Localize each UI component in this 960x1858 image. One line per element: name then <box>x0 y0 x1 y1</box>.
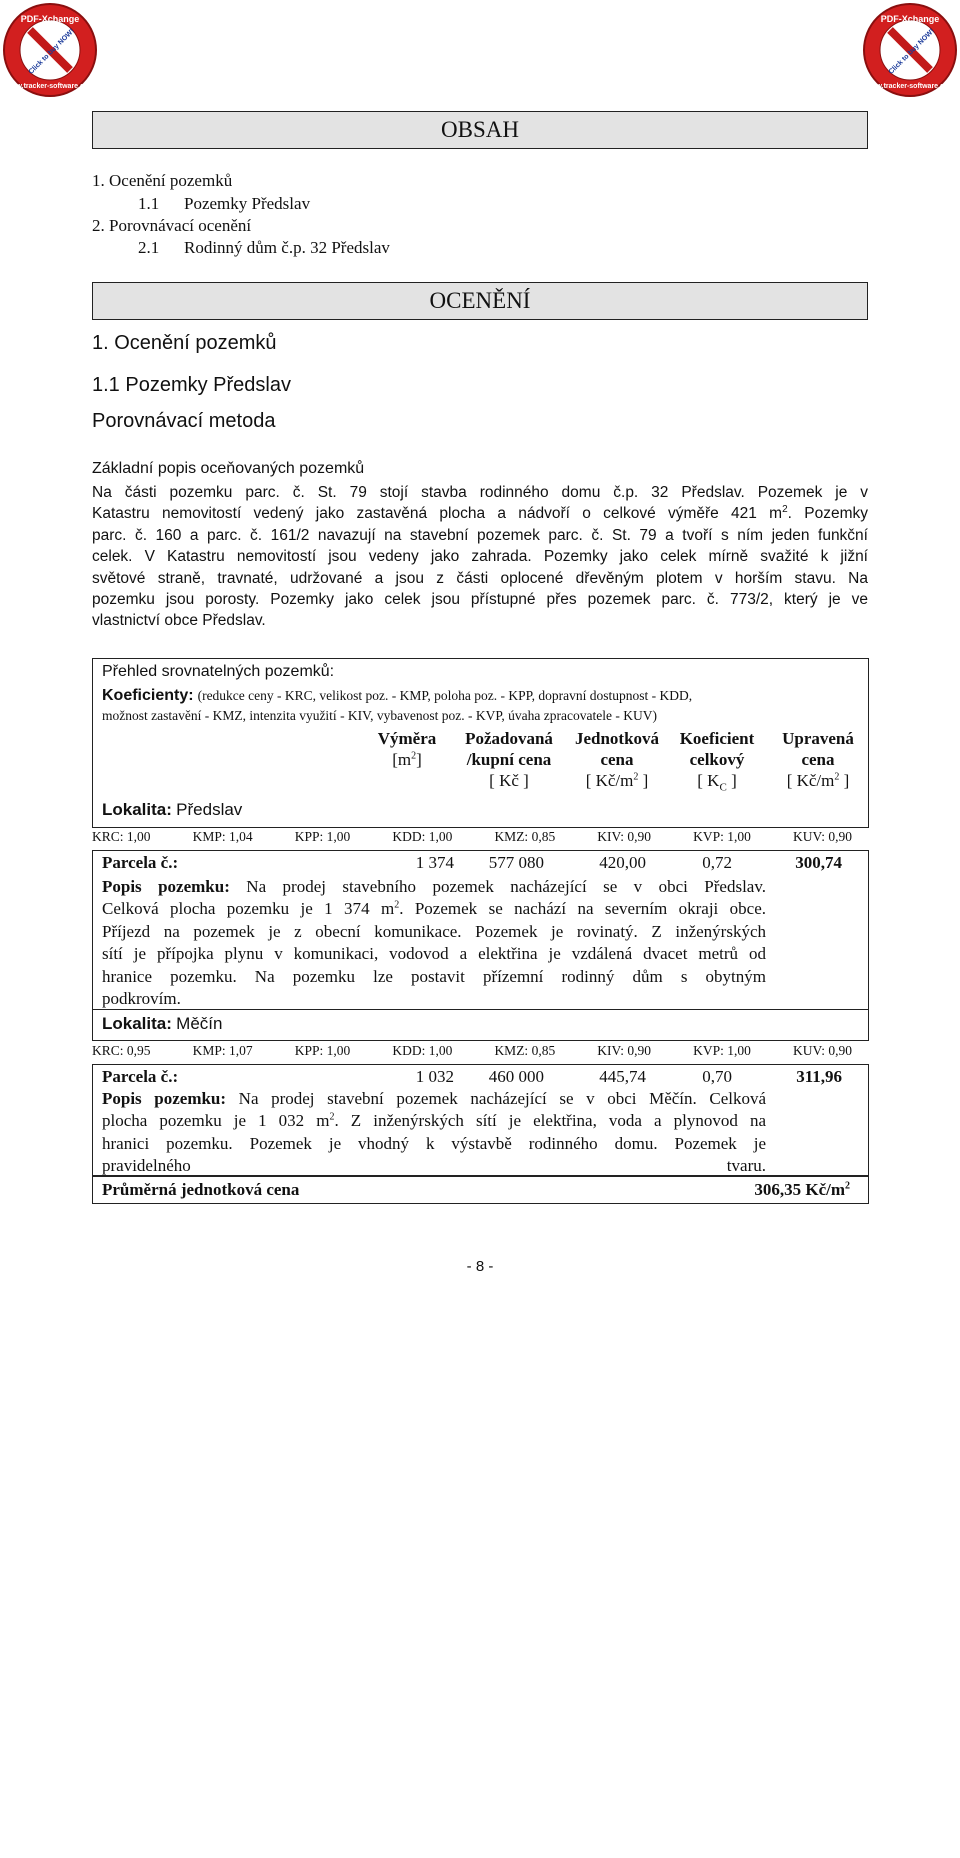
basic-line: světové straně, travnaté, udržované a jsou z části oplocené dřevěným plotem v horším stavu. Na <box>92 569 868 587</box>
watermark-url-right: www.tracker-software.com <box>865 83 955 90</box>
section-heading: OCENĚNÍ <box>92 282 868 320</box>
parcela-2-jednotkova: 445,74 <box>599 1067 646 1086</box>
parcela-1-description: Popis pozemku: Na prodej stavebního pozemek nacházející se v obci Předslav. Celková plocha pozemku je 1 374 $m^2$. Pozemek se nachází na severním okraji obce. Příjezd na pozemek je z obecní komunikace. Pozemek je rovinatý. Z inženýrských sítí je přípojka plynu v komunikaci, vodovod a elektřina je vzdálená dvacet metrů od hranice pozemku. Na pozemku lze postavit přízemní rodinný dům s obytným podkrovím. <box>102 877 767 1009</box>
parcela-1-label: Parcela č.: <box>102 853 179 872</box>
parcela-1-upravena: 300,74 <box>795 853 842 872</box>
header-pozadovana: Požadovaná /kupní cena [ Kč ] <box>465 729 553 790</box>
toc-item-1[interactable]: 1. Ocenění pozemků <box>92 171 233 190</box>
parcela-2-upravena: 311,96 <box>796 1067 842 1086</box>
basic-line: vlastnictví obce Předslav. <box>92 612 266 630</box>
parcela-2-vymera: 1 032 <box>415 1067 454 1086</box>
heading-1-1: 1.1 Pozemky Předslav <box>92 374 291 396</box>
pdf-xchange-watermark-right[interactable] <box>862 2 958 98</box>
parcela-2-koeficient: 0,70 <box>702 1067 732 1086</box>
heading-method: Porovnávací metoda <box>92 410 276 432</box>
watermark-cta: Click to buy NOW! <box>27 27 76 76</box>
koef-line-2: možnost zastavění - KMZ, intenzita využití - KIV, vybavenost poz. - KVP, úvaha zpracovatele - KUV) <box>102 708 657 723</box>
location-2-label: Lokalita: Měčín <box>102 1014 223 1033</box>
parcela-2-label: Parcela č.: <box>102 1067 179 1086</box>
parcela-1-cena: 577 080 <box>488 853 544 872</box>
basic-line: Na části pozemku parc. č. St. 79 stojí stavba rodinného domu č.p. 32 Předslav. Pozemek je v <box>92 484 868 501</box>
header-jednotkova: Jednotková cena [ $Kč/m^2$ ] <box>574 729 660 790</box>
average-label: Průměrná jednotková cena <box>102 1180 300 1199</box>
pdf-xchange-watermark-left[interactable] <box>2 2 98 98</box>
watermark-url: www.tracker-software.com <box>5 83 95 90</box>
parcela-2-cena: 460 000 <box>488 1067 544 1086</box>
header-koeficient: Koeficient celkový [ $K_C$ ] <box>679 729 755 794</box>
watermark-brand-right: PDF-Xchange <box>880 14 940 24</box>
toc-item-1-1[interactable]: 1.1 Pozemky Předslav <box>138 194 311 213</box>
average-value: 306,35 $Kč/m^2$ <box>754 1180 850 1199</box>
location-1-label: Lokalita: Předslav <box>102 800 243 819</box>
basic-line: parc. č. 160 a parc. č. 161/2 navazují na stavební pozemek parc. č. St. 79 a tvoří s ním jeden funkční <box>92 526 868 544</box>
comparison-title: Přehled srovnatelných pozemků: <box>102 663 335 680</box>
page-number: - 8 - <box>466 1258 494 1275</box>
heading-1: 1. Ocenění pozemků <box>92 332 277 354</box>
koef-line-1: Koeficienty: (redukce ceny - KRC, velikost poz. - KMP, poloha poz. - KPP, dopravní dostupnost - KDD, <box>102 687 693 704</box>
header-upravena: Upravená cena [ $Kč/m^2$ ] <box>782 729 854 790</box>
basic-line: Katastru nemovitostí vedený jako zastavěná plocha a nádvoří o celkové výměře 421 $m^2$. Pozemky <box>92 504 868 523</box>
basic-title: Základní popis oceňovaných pozemků <box>92 460 365 477</box>
location-2-coefs: KRC: 0,95 KMP: 1,07 KPP: 1,00 KDD: 1,00 KMZ: 0,85 KIV: 0,90 KVP: 1,00 KUV: 0,90 <box>92 1043 852 1058</box>
parcela-1-koeficient: 0,72 <box>702 853 732 872</box>
header-vymera: Výměra $[m^2]$ <box>377 729 437 769</box>
toc-item-2-1[interactable]: 2.1 Rodinný dům č.p. 32 Předslav <box>138 238 390 257</box>
basic-line: pozemku jsou porosty. Pozemky jako celek jsou přístupné přes pozemek parc. č. 773/2, který je ve <box>92 591 868 609</box>
watermark-cta-right: Click to buy NOW! <box>887 27 936 76</box>
basic-line: celek. V Katastru nemovitostí jsou vedeny jako zahrada. Pozemky jako celek mírně svažité k jižní <box>92 548 868 566</box>
toc-item-2[interactable]: 2. Porovnávací ocenění <box>92 216 252 235</box>
watermark-brand: PDF-Xchange <box>20 14 80 24</box>
parcela-1-vymera: 1 374 <box>415 853 454 872</box>
toc-heading: OBSAH <box>92 111 868 149</box>
parcela-2-description: Popis pozemku: Na prodej stavební pozemek nacházející se v obci Měčín. Celková plocha pozemku je 1 032 $m^2$. Z inženýrských sítí je elektřina, voda a plynovod na hranici pozemku. Pozemek je vhodný k výstavbě rodinného domu. Pozemek je pravidelného tvaru. <box>102 1089 767 1176</box>
parcela-1-jednotkova: 420,00 <box>599 853 646 872</box>
basic-paragraph <box>92 482 868 632</box>
location-1-coefs: KRC: 1,00 KMP: 1,04 KPP: 1,00 KDD: 1,00 KMZ: 0,85 KIV: 0,90 KVP: 1,00 KUV: 0,90 <box>92 829 852 844</box>
